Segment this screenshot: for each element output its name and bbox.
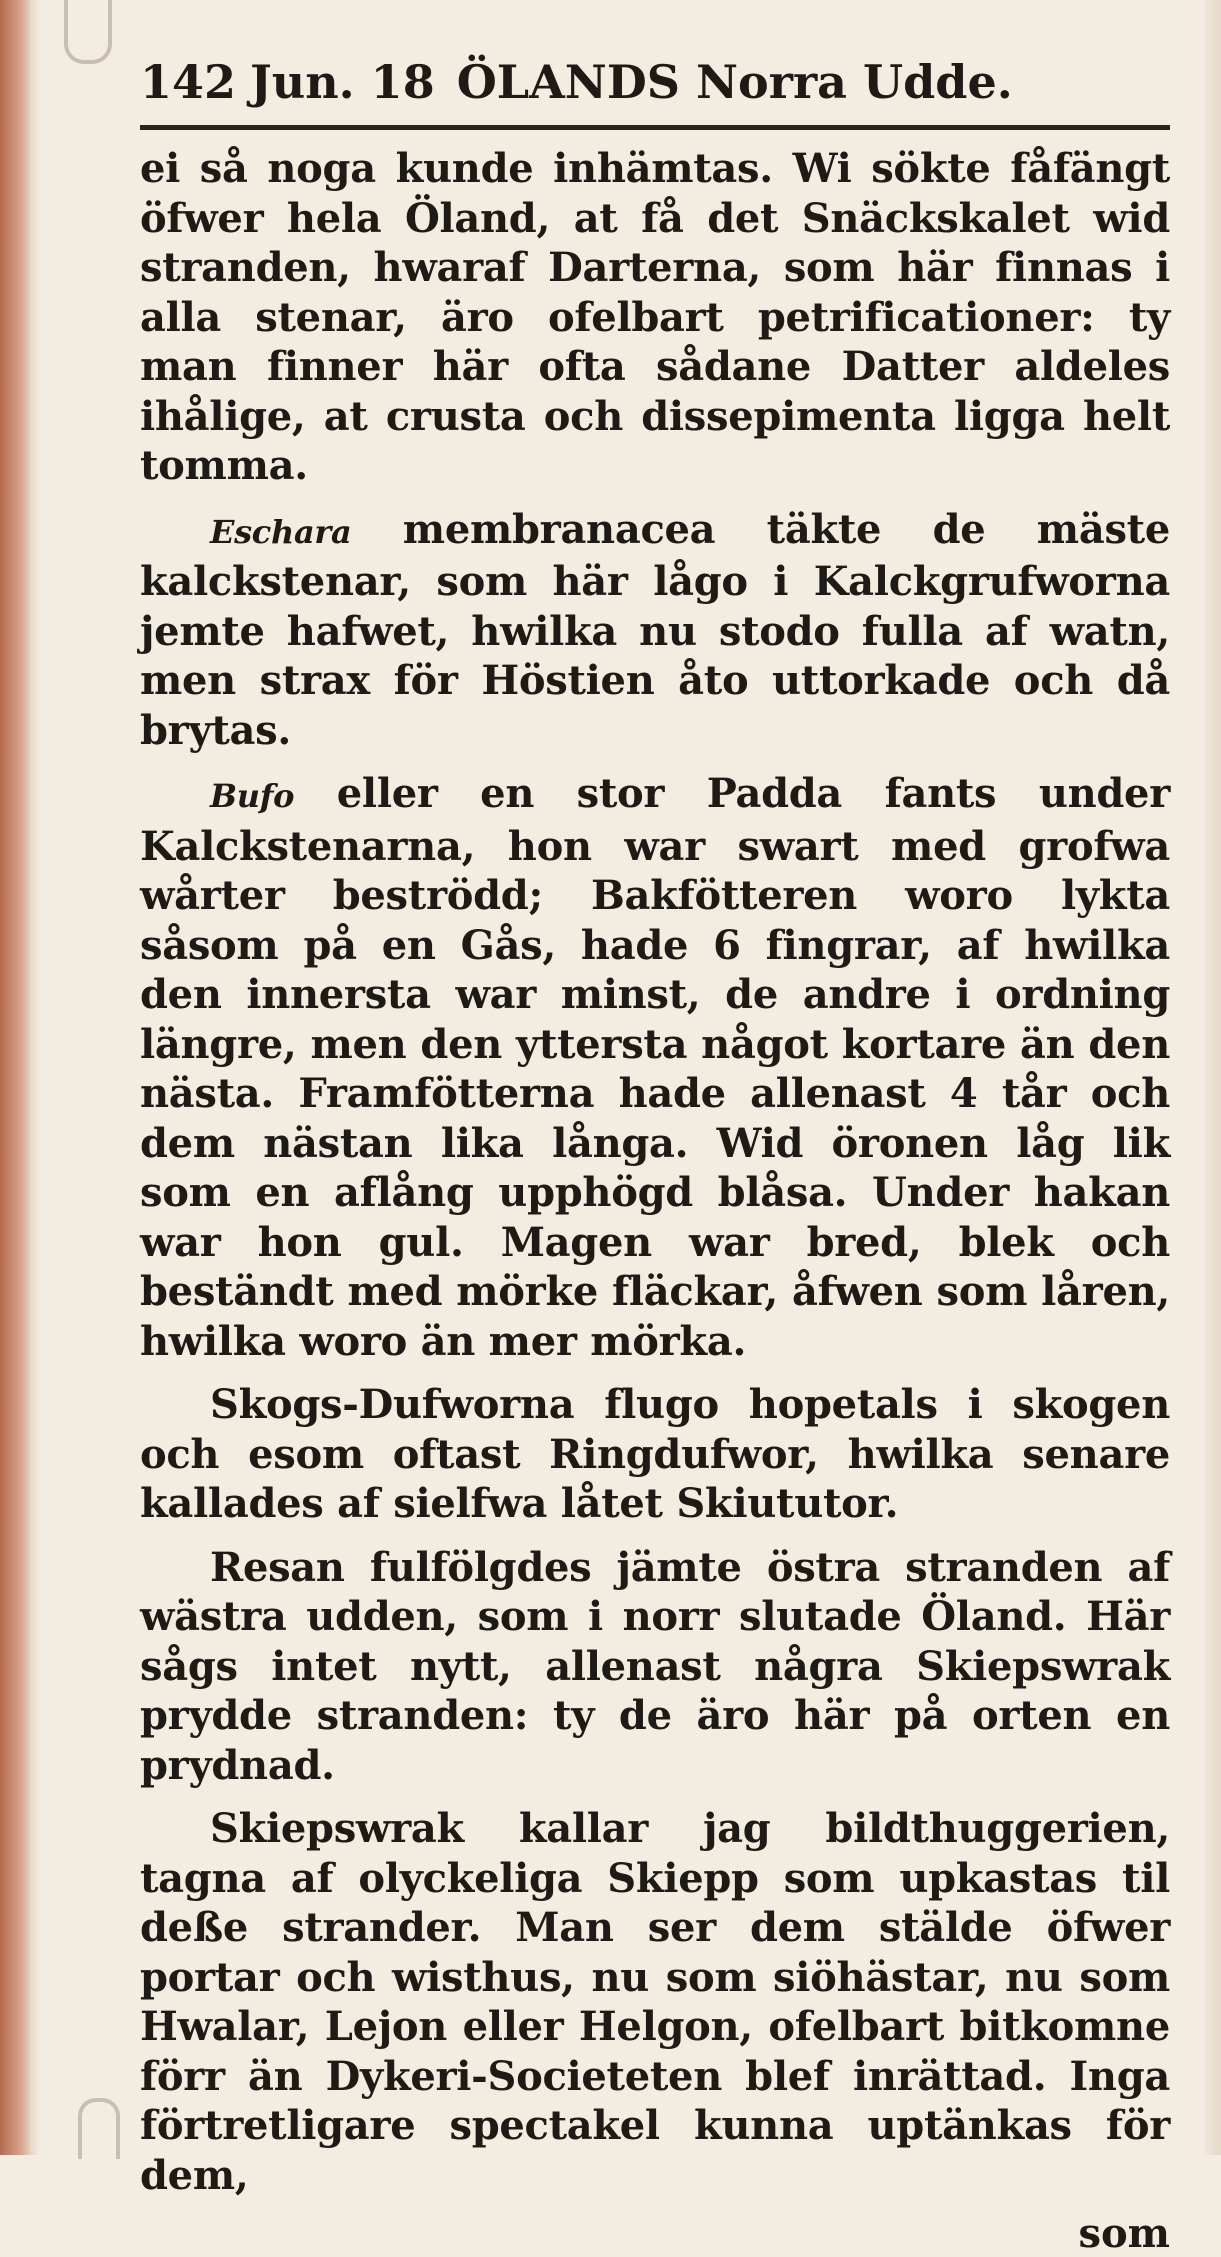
book-binding <box>0 0 30 2155</box>
paragraph-4 <box>140 1380 1170 1529</box>
paragraph-2 <box>140 505 1170 756</box>
paragraph-5 <box>140 1543 1170 1791</box>
header-rule <box>140 125 1170 130</box>
running-head <box>140 55 1170 119</box>
paragraph-6 <box>140 1804 1170 2200</box>
paragraph-3 <box>140 769 1170 1366</box>
paragraph-6-text: kallar jag bildthuggerien, tagna af olyckeliga Skiepp som upkastas til deße strander. Man ser dem stälde öfwer portar och wisthus, nu som siöhästar, nu som Hwalar, Lejon eller Helgon, ofelbart bitkomne förr än Dykeri-Societeten blef inrättad. Inga förtretligare spectakel kunna uptänkas för dem, <box>140 1805 1170 2199</box>
binding-edge <box>30 0 40 2155</box>
binding-thread-top <box>64 0 112 64</box>
paragraph-1 <box>140 144 1170 491</box>
paragraph-2-text: membranacea täkte de mäste kalckstenar, som här lågo i Kalckgrufworna jemte hafwet, hwilka nu stodo fulla af watn, men strax för Höstien åto uttorkade och då brytas. <box>140 505 1170 754</box>
paragraph-5-lead: Resan <box>210 1543 345 1591</box>
binding-thread-bottom <box>78 2098 120 2159</box>
paragraph-3-text: eller en stor Padda fants under Kalckstenarna, hon war swart med grofwa wårter beströdd; Bakfötteren woro lykta såsom på en Gås, hade 6 fingrar, af hwilka den innersta war minst, de andre i ordning längre, men den yttersta något kortare än den nästa. Framfötterna hade allenast 4 tår och dem nästan lika långa. Wid öronen låg lik som en aflång upphögd blåsa. Under hakan war hon gul. Magen war bred, blek och beständt med mörke fläckar, åfwen som låren, hwilka woro än mer mörka. <box>140 770 1170 1365</box>
running-head-date: Jun. 18 <box>250 55 435 109</box>
paragraph-4-lead: Skogs-Dufworna <box>210 1381 575 1428</box>
paragraph-5-text: fulfölgdes jämte östra stranden af wästra udden, som i norr slutade Öland. Här sågs intet nytt, allenast några Skiepswrak prydde stranden: ty de äro här på orten en prydnad. <box>140 1543 1170 1789</box>
page-number: 142 <box>140 55 237 109</box>
paragraph-4-text: flugo hopetals i skogen och esom oftast Ringdufwor, hwilka senare kallades af sielfwa låtet Skiututor. <box>140 1381 1170 1527</box>
paragraph-2-lead: Eschara <box>210 512 352 551</box>
catchword: som <box>1078 2210 1170 2257</box>
paragraph-3-lead: Bufo <box>210 777 295 815</box>
paragraph-1-text: ei så noga kunde inhämtas. Wi sökte fåfängt öfwer hela Öland, at få det Snäckskalet wid stranden, hwaraf Darterna, som här finnas i alla stenar, äro ofelbart petrificationer: ty man finner här ofta sådane Datter aldeles ihålige, at crusta och dissepimenta ligga helt tomma. <box>140 145 1170 489</box>
paragraph-6-lead: Skiepswrak <box>210 1805 464 1852</box>
page-edge <box>1205 0 1221 2155</box>
book-page <box>140 55 1170 2257</box>
running-head-title: ÖLANDS Norra Udde. <box>456 55 1013 109</box>
